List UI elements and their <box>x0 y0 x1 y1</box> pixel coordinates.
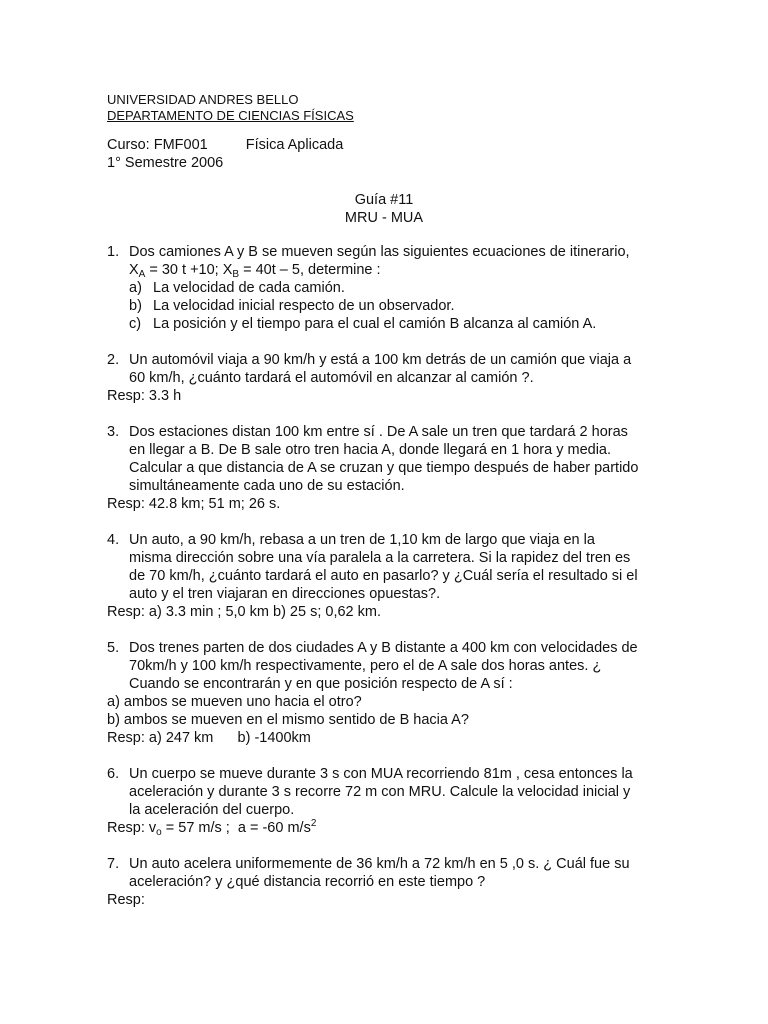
problem-line: auto y el tren viajaran en direcciones opuestas?. <box>129 586 441 602</box>
problem-number: 7. <box>107 856 120 872</box>
problem-line: la aceleración del cuerpo. <box>129 802 295 818</box>
problem-1 <box>107 243 667 333</box>
problem-line: 70km/h y 100 km/h respectivamente, pero el de A sale dos horas antes. ¿ <box>129 658 602 674</box>
problem-4 <box>107 531 667 621</box>
sub-question-b: b) ambos se mueven en el mismo sentido de B hacia A? <box>107 712 469 728</box>
course-info <box>107 136 343 172</box>
problem-number: 2. <box>107 352 120 368</box>
university-name: UNIVERSIDAD ANDRES BELLO <box>107 92 299 107</box>
problem-number: 3. <box>107 424 120 440</box>
answer: Resp: 3.3 h <box>107 388 182 404</box>
problem-5 <box>107 639 667 747</box>
document-header <box>107 92 354 124</box>
problem-number: 6. <box>107 766 120 782</box>
problem-line: Un auto acelera uniformemente de 36 km/h a 72 km/h en 5 ,0 s. ¿ Cuál fue su <box>129 856 630 872</box>
problem-line: Un cuerpo se mueve durante 3 s con MUA recorriendo 81m , cesa entonces la <box>129 766 633 782</box>
problem-line: Un automóvil viaja a 90 km/h y está a 100 km detrás de un camión que viaja a <box>129 352 632 368</box>
course-name: Física Aplicada <box>245 137 344 153</box>
problem-line: Dos estaciones distan 100 km entre sí . De A sale un tren que tardará 2 horas <box>129 424 628 440</box>
course-code: Curso: FMF001 <box>107 137 208 153</box>
answer: Resp: <box>107 892 145 908</box>
sub-question-a: a) ambos se mueven uno hacia el otro? <box>107 694 362 710</box>
problem-number: 5. <box>107 640 120 656</box>
answer: Resp: 42.8 km; 51 m; 26 s. <box>107 496 281 512</box>
guide-title <box>0 191 768 227</box>
problem-line: en llegar a B. De B sale otro tren hacia A, donde llegará en 1 hora y media. <box>129 442 612 458</box>
guide-topic: MRU - MUA <box>344 210 424 226</box>
answer: Resp: a) 247 km b) -1400km <box>107 730 311 746</box>
problem-line: Un auto, a 90 km/h, rebasa a un tren de 1,10 km de largo que viaja en la <box>129 532 595 548</box>
problem-line: Dos trenes parten de dos ciudades A y B distante a 400 km con velocidades de <box>129 640 638 656</box>
sub-question-c: c) La posición y el tiempo para el cual el camión B alcanza al camión A. <box>129 316 597 332</box>
problem-2 <box>107 351 667 405</box>
sub-question-b: b) La velocidad inicial respecto de un observador. <box>129 298 455 314</box>
answer: Resp: $v_o = 57$ m/s ; a = -60 $m/s^2$ <box>107 818 317 838</box>
problem-line: Calcular a que distancia de A se cruzan y que tiempo después de haber partido <box>129 460 639 476</box>
problem-6 <box>107 765 667 837</box>
problem-number: 1. <box>107 244 120 260</box>
itinerary-equations: $X_A = 30$ t +10; $X_B = 40t - 5$, determine : <box>129 262 381 280</box>
semester: 1° Semestre 2006 <box>107 155 224 171</box>
problem-line: simultáneamente cada uno de su estación. <box>129 478 405 494</box>
problem-3 <box>107 423 667 513</box>
problem-text: Dos camiones A y B se mueven según las siguientes ecuaciones de itinerario, <box>129 244 630 260</box>
problem-line: aceleración y durante 3 s recorre 72 m con MRU. Calcule la velocidad inicial y <box>129 784 631 800</box>
problem-list <box>107 243 667 927</box>
department-name: DEPARTAMENTO DE CIENCIAS FÍSICAS <box>107 108 354 123</box>
problem-line: aceleración? y ¿qué distancia recorrió en este tiempo ? <box>129 874 486 890</box>
problem-line: Cuando se encontrarán y en que posición respecto de A sí : <box>129 676 513 692</box>
problem-number: 4. <box>107 532 120 548</box>
sub-question-a: a) La velocidad de cada camión. <box>129 280 345 296</box>
problem-line: misma dirección sobre una vía paralela a la carretera. Si la rapidez del tren es <box>129 550 631 566</box>
answer: Resp: a) 3.3 min ; 5,0 km b) 25 s; 0,62 km. <box>107 604 381 620</box>
problem-7 <box>107 855 667 909</box>
guide-number: Guía #11 <box>354 192 414 208</box>
problem-line: de 70 km/h, ¿cuánto tardará el auto en pasarlo? y ¿Cuál sería el resultado si el <box>129 568 638 584</box>
problem-line: 60 km/h, ¿cuánto tardará el automóvil en alcanzar al camión ?. <box>129 370 534 386</box>
